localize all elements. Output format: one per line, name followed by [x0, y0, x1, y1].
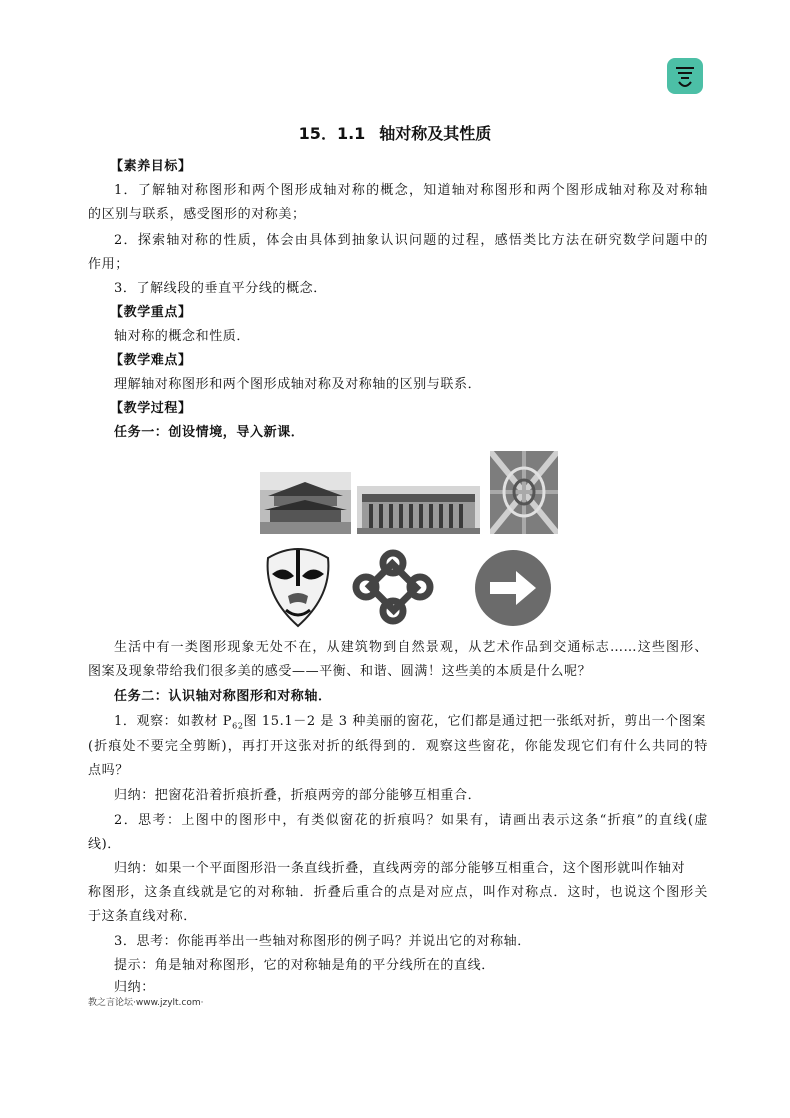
focus-text: 轴对称的概念和性质． — [114, 329, 251, 344]
observe-1-cont: (折痕处不要完全剪断)，再打开这张对折的纸得到的．观察这些窗花，你能发现它们有什么共同的特 — [88, 739, 708, 754]
goal-1-cont: 的区别与联系，感受图形的对称美； — [88, 207, 306, 222]
summary-3: 归纳： — [114, 980, 155, 995]
difficulty-text: 理解轴对称图形和两个图形成轴对称及对称轴的区别与联系． — [114, 377, 482, 392]
logo-icon — [667, 58, 703, 94]
paragraph-1-cont: 图案及现象带给我们很多美的感受——平衡、和谐、圆满！这些美的本质是什么呢？ — [88, 664, 592, 679]
opera-mask — [262, 546, 334, 628]
palace-photo — [260, 472, 351, 534]
great-hall-photo — [357, 486, 480, 534]
footer: 教之言论坛·www.jzylt.com· — [88, 998, 204, 1008]
summary-2: 归纳：如果一个平面图形沿一条直线折叠，直线两旁的部分能够互相重合，这个图形就叫作轴对 — [114, 861, 686, 876]
goal-1: 1．了解轴对称图形和两个图形成轴对称的概念，知道轴对称图形和两个图形成轴对称及对称轴 — [114, 183, 708, 198]
hint: 提示：角是轴对称图形，它的对称轴是角的平分线所在的直线． — [114, 958, 495, 973]
think-3: 3．思考：你能再举出一些轴对称图形的例子吗？并说出它的对称轴． — [114, 934, 531, 949]
think-2: 2．思考：上图中的图形中，有类似窗花的折痕吗？如果有，请画出表示这条“折痕”的直线(虚 — [114, 813, 708, 828]
section-goals: 【素养目标】 — [110, 159, 192, 174]
observe-1-end: 点吗？ — [88, 763, 129, 778]
paragraph-1: 生活中有一类图形现象无处不在，从建筑物到自然景观，从艺术作品到交通标志……这些图形、 — [114, 640, 708, 655]
chinese-knot — [352, 549, 434, 625]
section-focus: 【教学重点】 — [110, 305, 192, 320]
task-1: 任务一：创设情境，导入新课． — [114, 425, 305, 440]
goal-2-cont: 作用； — [88, 257, 129, 272]
summary-2-cont: 称图形，这条直线就是它的对称轴．折叠后重合的点是对应点，叫作对称点．这时，也说这个图形关 — [88, 885, 708, 900]
observe-1: 1．观察：如教材 $P_{62}$图 15.1－2 是 3 种美丽的窗花，它们都是通过把一张纸对折，剪出一个图案 — [114, 714, 706, 731]
section-difficulty: 【教学难点】 — [110, 353, 192, 368]
summary-1: 归纳：把窗花沿着折痕折叠，折痕两旁的部分能够互相重合． — [114, 788, 482, 803]
section-process: 【教学过程】 — [110, 401, 192, 416]
summary-2-end: 于这条直线对称． — [88, 909, 197, 924]
page-title: 15．1.1 轴对称及其性质 — [298, 124, 492, 143]
arrow-sign — [474, 549, 552, 627]
goal-3: 3．了解线段的垂直平分线的概念． — [114, 281, 327, 296]
think-2-cont: 线)． — [88, 837, 121, 852]
task-2: 任务二：认识轴对称图形和对称轴． — [114, 689, 332, 704]
goal-2: 2．探索轴对称的性质，体会由具体到抽象认识问题的过程，感悟类比方法在研究数学问题中的 — [114, 233, 708, 248]
interchange-photo — [490, 451, 558, 534]
